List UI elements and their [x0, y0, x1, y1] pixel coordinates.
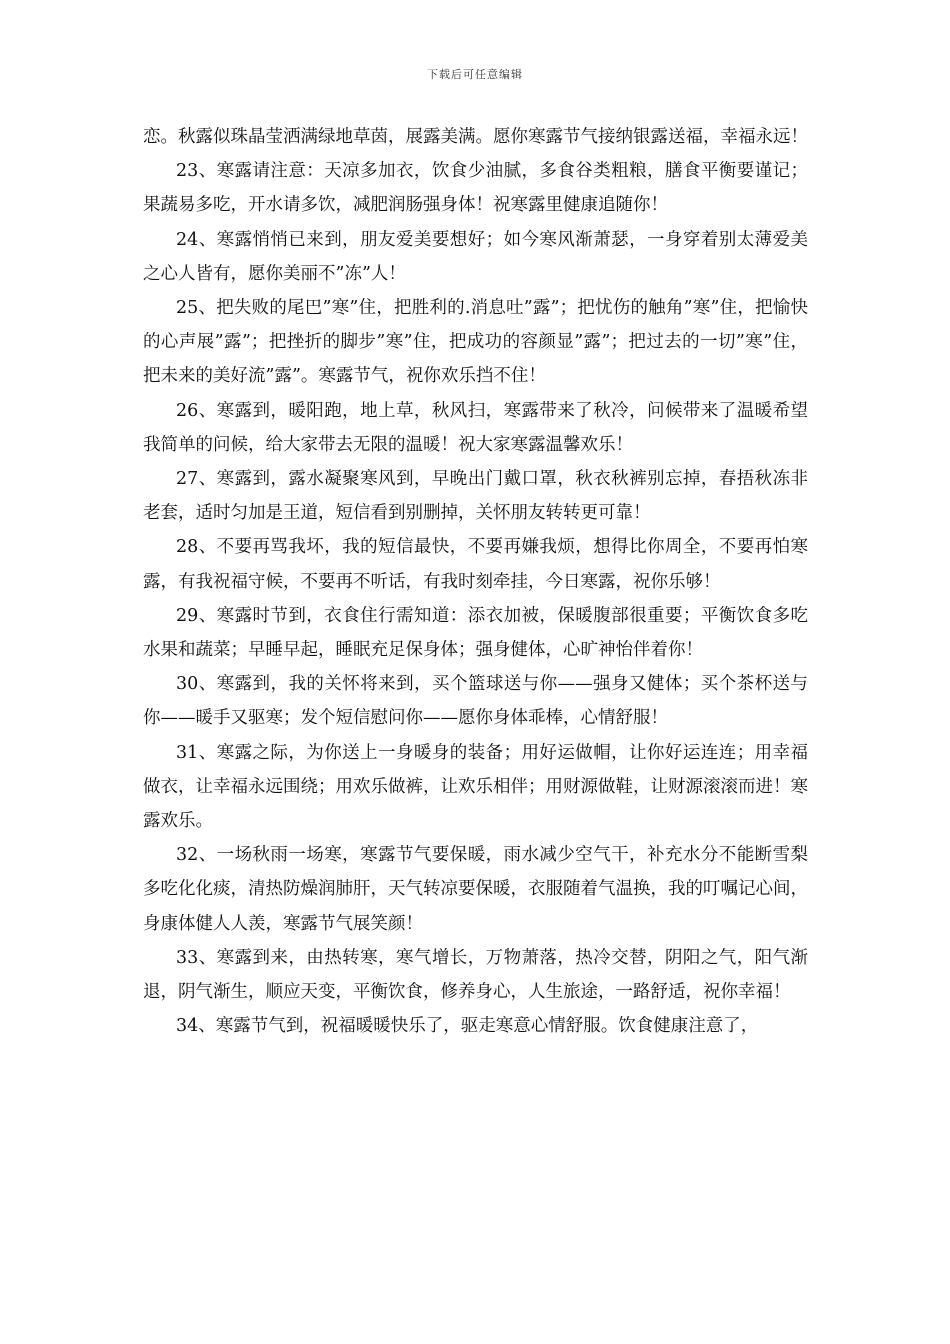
paragraph-33: 33、寒露到来，由热转寒，寒气增长，万物萧落，热冷交替，阴阳之气，阳气渐退，阴气渐生，顺应天变，平衡饮食，修养身心，人生旅途，一路舒适，祝你幸福！ [143, 947, 808, 1003]
page-header: 下载后可任意编辑 [427, 68, 523, 81]
paragraph-34: 34、寒露节气到，祝福暖暖快乐了，驱走寒意心情舒服。饮食健康注意了， [176, 1016, 759, 1037]
paragraph-32: 32、一场秋雨一场寒，寒露节气要保暖，雨水减少空气干，补充水分不能断雪梨多吃化化痰，清热防燥润肺肝，天气转凉要保暖，衣服随着气温换，我的叮嘱记心间，身康体健人人羡，寒露节气展笑颜！ [143, 845, 808, 934]
paragraph-29: 29、寒露时节到，衣食住行需知道：添衣加被，保暖腹部很重要；平衡饮食多吃水果和蔬菜；早睡早起，睡眠充足保身体；强身健体，心旷神怡伴着你！ [143, 605, 808, 661]
paragraph-28: 28、不要再骂我坏，我的短信最快，不要再嫌我烦，想得比你周全，不要再怕寒露，有我祝福守候，不要再不听话，有我时刻牵挂，今日寒露，祝你乐够！ [143, 537, 808, 592]
paragraph-26: 26、寒露到，暖阳跑，地上草，秋风扫，寒露带来了秋冷，问候带来了温暖希望我简单的问候，给大家带去无限的温暖！祝大家寒露温馨欢乐！ [143, 400, 808, 455]
paragraph-23: 23、寒露请注意：天凉多加衣，饮食少油腻，多食谷类粗粮，膳食平衡要谨记；果蔬易多吃，开水请多饮，减肥润肠强身体！祝寒露里健康追随你！ [143, 161, 808, 216]
document-body [143, 120, 808, 1043]
paragraph-25: 25、把失败的尾巴”寒”住，把胜利的.消息吐”露”；把忧伤的触角”寒”住，把愉快的心声展”露”；把挫折的脚步”寒”住，把成功的容颜显”露”；把过去的一切”寒”住，把未来的美好流”露”。寒露节气，祝你欢乐挡不住！ [143, 298, 808, 387]
paragraph-24: 24、寒露悄悄已来到，朋友爱美要想好；如今寒风渐萧瑟，一身穿着别太薄爱美之心人皆有，愿你美丽不”冻”人！ [143, 229, 808, 284]
paragraph-continued: 恋。秋露似珠晶莹洒满绿地草茵，展露美满。愿你寒露节气接纳银露送福，幸福永远！ [143, 127, 808, 147]
paragraph-30: 30、寒露到，我的关怀将来到，买个篮球送与你——强身又健体；买个茶杯送与你——暖手又驱寒；发个短信慰问你——愿你身体乖棒，心情舒服！ [143, 674, 808, 729]
paragraph-27: 27、寒露到，露水凝聚寒风到，早晚出门戴口罩，秋衣秋裤别忘掉，春捂秋冻非老套，适时匀加是王道，短信看到别删掉，关怀朋友转转更可靠！ [143, 469, 808, 524]
paragraph-31: 31、寒露之际，为你送上一身暖身的装备；用好运做帽，让你好运连连；用幸福做衣，让幸福永远围绕；用欢乐做裤，让欢乐相伴；用财源做鞋，让财源滚滚而进！寒露欢乐。 [143, 742, 808, 832]
